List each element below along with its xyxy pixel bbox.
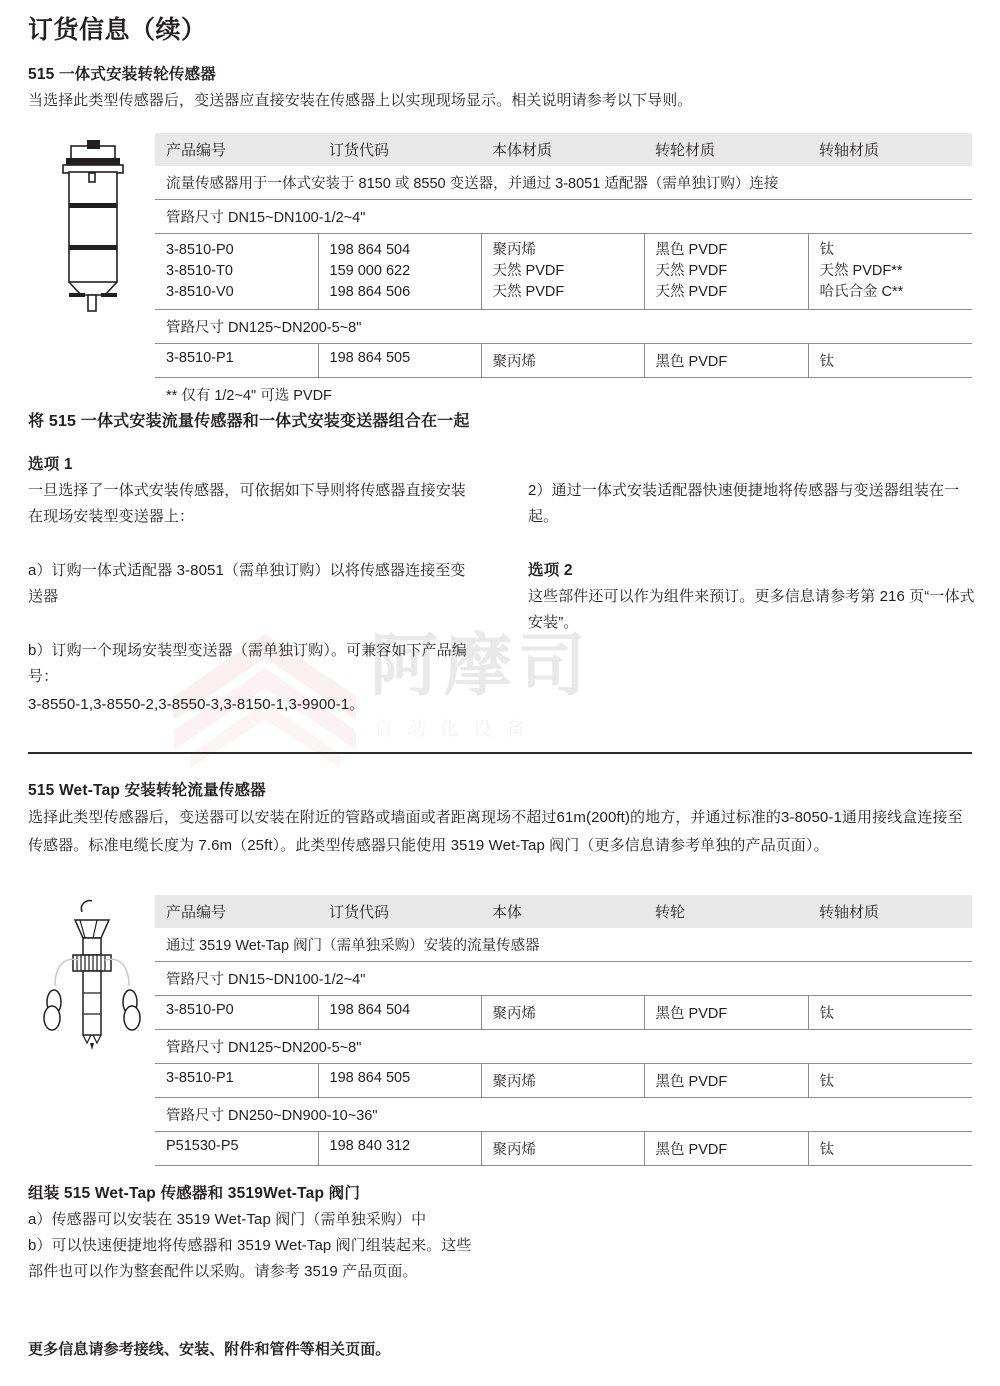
rotor-material: 天然 PVDF <box>655 263 728 279</box>
table-row <box>155 996 972 1030</box>
table-note-row <box>155 166 972 200</box>
order-code: 198 864 506 <box>329 284 411 300</box>
section1-intro: 当选择此类型传感器后，变送器应直接安装在传感器上以实现现场显示。相关说明请参考以下导则。 <box>28 92 693 109</box>
wet-tap-sensor-icon <box>35 898 160 1070</box>
body-material: 天然 PVDF <box>492 284 565 300</box>
section3-table-wrapper <box>155 895 972 1166</box>
section-divider <box>28 752 972 754</box>
body-material: 聚丙烯 <box>481 1132 644 1166</box>
rotor-material: 黑色 PVDF <box>644 996 808 1030</box>
section4-item-b: b）可以快速便捷地将传感器和 3519 Wet-Tap 阀门组装起来。这些部件也可以作为整套配件以采购。请参考 3519 产品页面。 <box>28 1237 472 1280</box>
column-header-order-code: 订货代码 <box>318 895 481 928</box>
table-group-subheader-row <box>155 962 972 996</box>
column-header-rotor-material: 转轮材质 <box>644 133 808 166</box>
table-header-row <box>155 133 972 166</box>
order-code: 198 864 505 <box>318 1064 481 1098</box>
table-row <box>155 234 972 310</box>
column-header-body-material: 本体材质 <box>481 133 644 166</box>
option2-text: 这些部件还可以作为组件来预订。更多信息请参考第 216 页“一体式安装”。 <box>528 588 975 631</box>
rotor-material: 黑色 PVDF <box>644 344 808 378</box>
rotor-material: 黑色 PVDF <box>655 242 728 258</box>
product-number: P51530-P5 <box>155 1132 318 1166</box>
product-number: 3-8510-P1 <box>155 1064 318 1098</box>
table-row <box>155 1132 972 1166</box>
table-group-subheader-row <box>155 1030 972 1064</box>
column-header-order-code: 订货代码 <box>318 133 481 166</box>
order-code: 198 864 504 <box>329 242 411 258</box>
section3-heading: 515 Wet-Tap 安装转轮流量传感器 <box>28 782 266 799</box>
product-number: 3-8510-P1 <box>155 344 318 378</box>
column-header-product-number: 产品编号 <box>155 133 318 166</box>
shaft-material: 钛 <box>808 996 972 1030</box>
cell-body-materials <box>481 234 644 310</box>
wet-tap-order-table <box>155 895 972 1166</box>
shaft-material: 天然 PVDF** <box>819 263 903 279</box>
column-header-rotor: 转轮 <box>644 895 808 928</box>
table-note: 流量传感器用于一体式安装于 8150 或 8550 变送器，并通过 3-8051 适配器（需单独订购）连接 <box>166 176 779 192</box>
integral-mount-sensor-icon <box>45 138 153 313</box>
cell-product-numbers <box>155 234 318 310</box>
order-code: 198 864 504 <box>318 996 481 1030</box>
table-row <box>155 344 972 378</box>
cell-rotor-materials <box>644 234 808 310</box>
table-footnote: ** 仅有 1/2~4" 可选 PVDF <box>166 388 332 404</box>
shaft-material: 钛 <box>808 344 972 378</box>
rotor-material: 黑色 PVDF <box>644 1132 808 1166</box>
shaft-material: 哈氏合金 C** <box>819 284 904 300</box>
rotor-material: 黑色 PVDF <box>644 1064 808 1098</box>
table-note: 通过 3519 Wet-Tap 阀门（需单独采购）安装的流量传感器 <box>166 938 540 954</box>
shaft-material: 钛 <box>819 242 834 258</box>
product-number: 3-8510-P0 <box>155 996 318 1030</box>
column-header-shaft-material: 转轴材质 <box>808 133 972 166</box>
order-code: 198 864 505 <box>318 344 481 378</box>
cell-shaft-materials <box>808 234 972 310</box>
column-header-body: 本体 <box>481 895 644 928</box>
option1-item-a: a）订购一体式适配器 3-8051（需单独订购）以将传感器连接至变送器 <box>28 562 466 605</box>
pipe-size-subheader: 管路尺寸 DN15~DN100-1/2~4" <box>155 962 972 996</box>
option2-label: 选项 2 <box>528 562 573 579</box>
shaft-material: 钛 <box>808 1132 972 1166</box>
order-code: 198 840 312 <box>318 1132 481 1166</box>
product-number: 3-8510-T0 <box>166 263 233 279</box>
body-material: 天然 PVDF <box>492 263 565 279</box>
option1-label: 选项 1 <box>28 456 73 473</box>
pipe-size-subheader: 管路尺寸 DN125~DN200-5~8" <box>155 310 972 344</box>
rotor-material: 天然 PVDF <box>655 284 728 300</box>
option1-part-numbers: 3-8550-1,3-8550-2,3-8550-3,3-8150-1,3-9900-1。 <box>28 696 365 713</box>
watermark-subtitle: 自动化设备 <box>374 719 540 740</box>
order-code: 159 000 622 <box>329 263 411 279</box>
option1-item-2: 2）通过一体式安装适配器快速便捷地将传感器与变送器组装在一起。 <box>528 482 960 525</box>
section4-closing: 更多信息请参考接线、安装、附件和管件等相关页面。 <box>28 1341 391 1358</box>
body-material: 聚丙烯 <box>481 344 644 378</box>
option1-item-b: b）订购一个现场安装型变送器（需单独订购）。可兼容如下产品编号： <box>28 642 467 685</box>
body-material: 聚丙烯 <box>481 996 644 1030</box>
product-number: 3-8510-P0 <box>166 242 234 258</box>
integral-mount-order-table <box>155 133 972 411</box>
section1-heading: 515 一体式安装转轮传感器 <box>28 66 216 83</box>
table-note-row <box>155 928 972 962</box>
body-material: 聚丙烯 <box>492 242 536 258</box>
table-group-subheader-row <box>155 200 972 234</box>
pipe-size-subheader: 管路尺寸 DN15~DN100-1/2~4" <box>155 200 972 234</box>
table-footnote-row <box>155 378 972 412</box>
table-header-row <box>155 895 972 928</box>
body-material: 聚丙烯 <box>481 1064 644 1098</box>
product-number: 3-8510-V0 <box>166 284 234 300</box>
section1-table-wrapper <box>155 133 972 411</box>
cell-order-codes <box>318 234 481 310</box>
pipe-size-subheader: 管路尺寸 DN250~DN900-10~36" <box>155 1098 972 1132</box>
pipe-size-subheader: 管路尺寸 DN125~DN200-5~8" <box>155 1030 972 1064</box>
table-group-subheader-row <box>155 1098 972 1132</box>
section3-intro: 选择此类型传感器后，变送器可以安装在附近的管路或墙面或者距离现场不超过61m(200ft)的地方，并通过标准的3-8050-1通用接线盒连接至传感器。标准电缆长度为 7.6m（25ft）。此类型传感器只能使用 3519 Wet-Tap 阀门（更多信息请参考单独的产品页面）。 <box>28 809 963 854</box>
page-title: 订货信息（续） <box>28 16 207 44</box>
table-group-subheader-row <box>155 310 972 344</box>
section2-heading: 将 515 一体式安装流量传感器和一体式安装变送器组合在一起 <box>28 413 470 430</box>
option1-text: 一旦选择了一体式安装传感器，可依据如下导则将传感器直接安装在现场安装型变送器上： <box>28 482 466 525</box>
table-row <box>155 1064 972 1098</box>
section4-item-a: a）传感器可以安装在 3519 Wet-Tap 阀门（需单独采购）中 <box>28 1211 427 1228</box>
shaft-material: 钛 <box>808 1064 972 1098</box>
section4-heading: 组装 515 Wet-Tap 传感器和 3519Wet-Tap 阀门 <box>28 1185 361 1202</box>
column-header-product-number: 产品编号 <box>155 895 318 928</box>
watermark-text: 阿摩司 <box>370 628 593 704</box>
column-header-shaft-material: 转轴材质 <box>808 895 972 928</box>
